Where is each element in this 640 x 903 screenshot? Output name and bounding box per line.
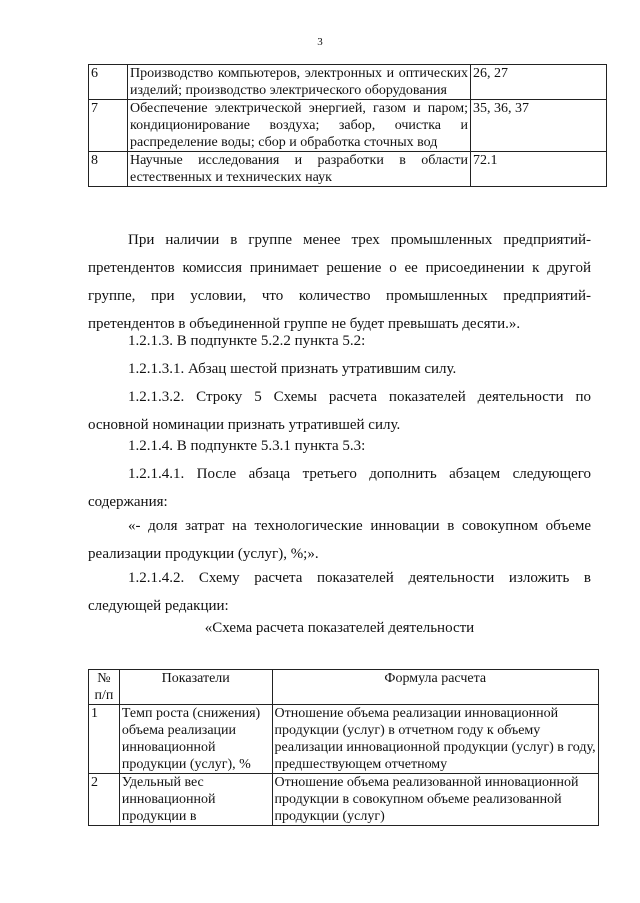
row-number: 2 <box>89 774 120 826</box>
okved-codes: 26, 27 <box>471 65 607 100</box>
row-number: 7 <box>89 100 128 152</box>
formula-text: Отношение объема реализации инновационной продукции (услуг) в отчетном году к объему реализации инновационной продукции (услуг) в году, предшествующем отчетному <box>272 705 598 774</box>
page-number: 3 <box>317 36 323 48</box>
paragraph-1-2-1-4: 1.2.1.4. В подпункте 5.3.1 пункта 5.3: <box>128 438 366 454</box>
row-number: 1 <box>89 705 120 774</box>
okved-codes: 72.1 <box>471 152 607 187</box>
paragraph-quote: «- доля затрат на технологические инновации в совокупном объеме реализации продукции (услуг), %;». <box>88 518 591 562</box>
formula-text: Отношение объема реализованной инновационной продукции в совокупном объеме реализованной продукции (услуг) <box>272 774 598 826</box>
indicator-name: Темп роста (снижения) объема реализации инновационной продукции (услуг), % <box>119 705 272 774</box>
paragraph-1-2-1-4-2: 1.2.1.4.2. Схему расчета показателей деятельности изложить в следующей редакции: <box>88 570 591 614</box>
industry-name: Производство компьютеров, электронных и оптических изделий; производство электрического оборудования <box>128 65 471 100</box>
table-header-row <box>89 670 599 705</box>
industry-name: Научные исследования и разработки в области естественных и технических наук <box>128 152 471 187</box>
paragraph-1-2-1-3-2: 1.2.1.3.2. Строку 5 Схемы расчета показателей деятельности по основной номинации признать утратившей силу. <box>88 389 591 433</box>
row-number: 6 <box>89 65 128 100</box>
scheme-table <box>88 669 599 826</box>
table-row <box>89 100 607 152</box>
header-indicator: Показатели <box>119 670 272 705</box>
header-formula: Формула расчета <box>272 670 598 705</box>
okved-codes: 35, 36, 37 <box>471 100 607 152</box>
industry-name: Обеспечение электрической энергией, газом и паром; кондиционирование воздуха; забор, очистка и распределение воды; сбор и обработка сточных вод <box>128 100 471 152</box>
industry-table <box>88 64 607 187</box>
table-row <box>89 705 599 774</box>
table-row <box>89 65 607 100</box>
table-row <box>89 774 599 826</box>
paragraph-1-2-1-3-1: 1.2.1.3.1. Абзац шестой признать утратившим силу. <box>128 361 457 377</box>
scheme-title: «Схема расчета показателей деятельности <box>204 620 475 636</box>
indicator-name: Удельный вес инновационной продукции в <box>119 774 272 826</box>
row-number: 8 <box>89 152 128 187</box>
header-num: № п/п <box>89 670 120 705</box>
paragraph-1-2-1-4-1: 1.2.1.4.1. После абзаца третьего дополнить абзацем следующего содержания: <box>88 466 591 510</box>
table-row <box>89 152 607 187</box>
paragraph-group-merge: При наличии в группе менее трех промышленных предприятий-претендентов комиссия принимает решение о ее присоединении к другой группе, при условии, что количество промышленных предприятий-претендентов в объединенной группе не будет превышать десяти.». <box>88 232 591 332</box>
paragraph-1-2-1-3: 1.2.1.3. В подпункте 5.2.2 пункта 5.2: <box>128 333 366 349</box>
